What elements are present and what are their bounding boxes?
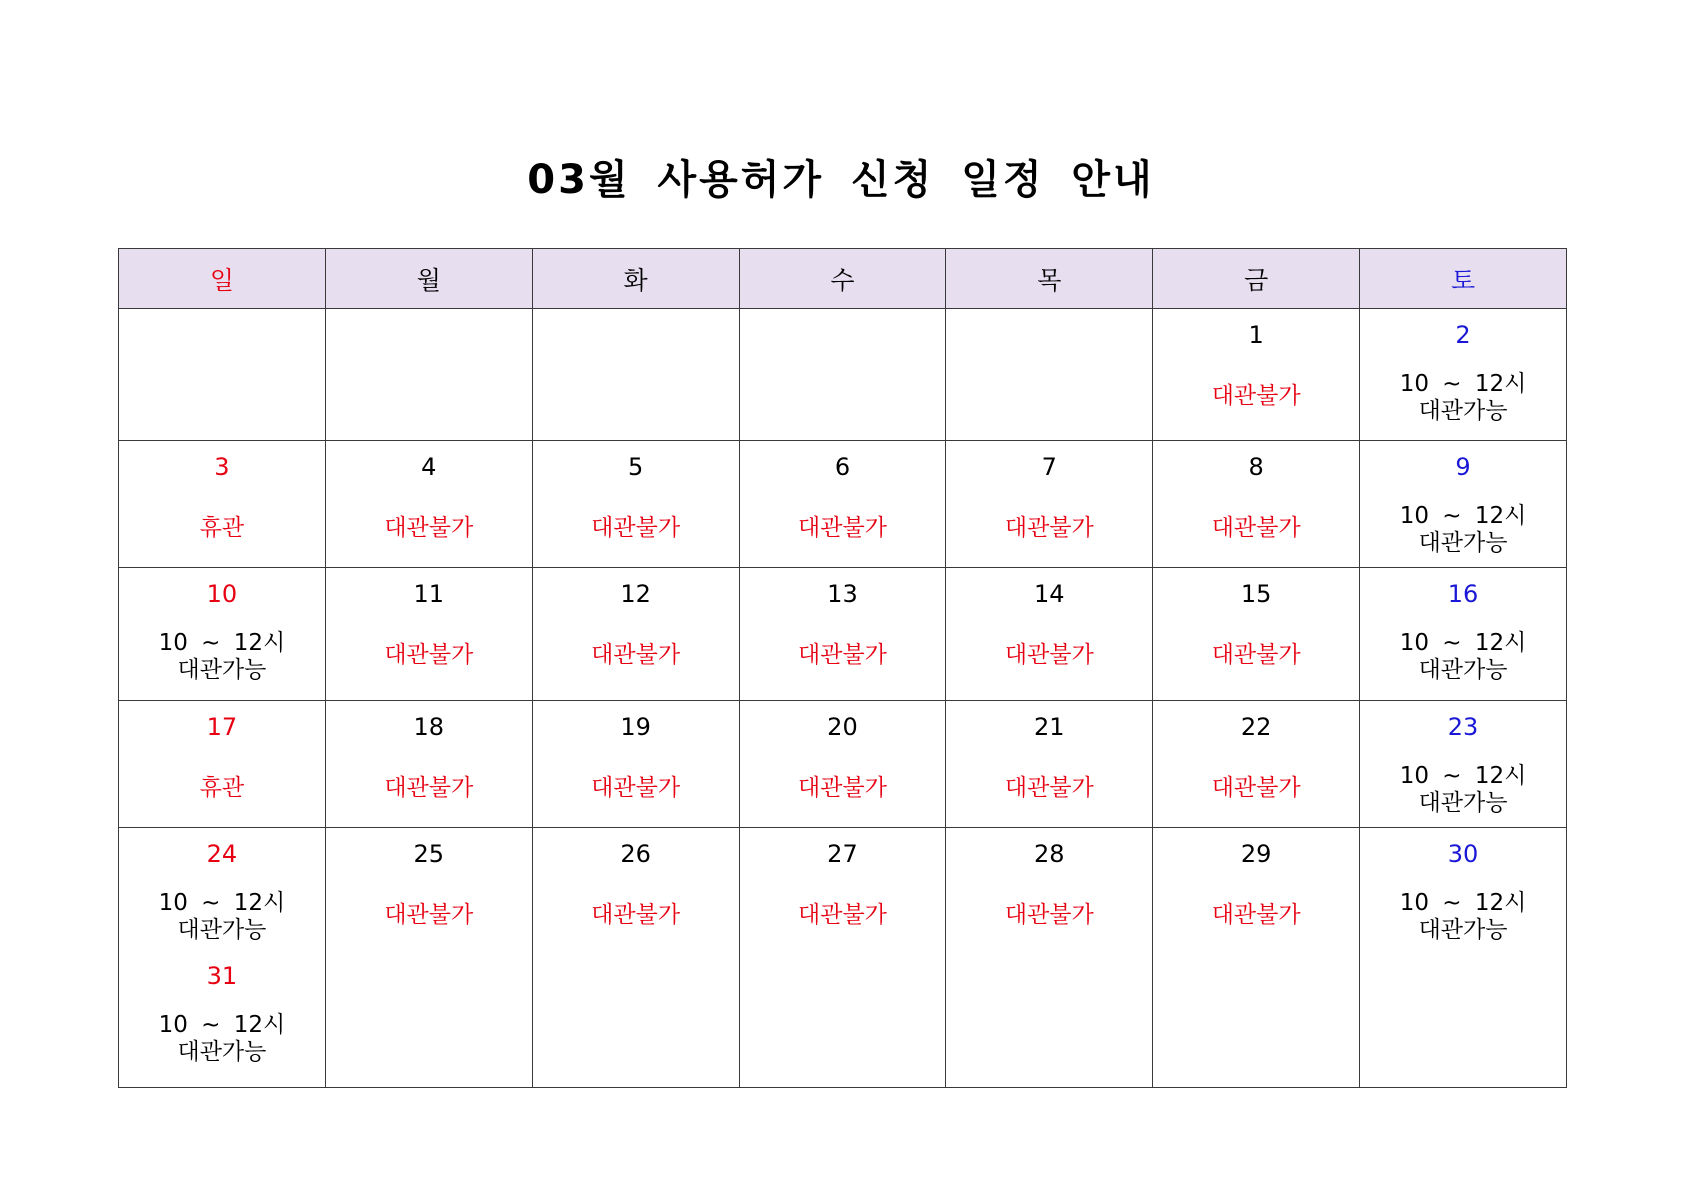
day-number: 22 — [1240, 713, 1272, 741]
status-closed: 휴관 — [199, 775, 245, 801]
available-time: 10 ~ 12시 — [1399, 371, 1527, 397]
day-number: 18 — [413, 713, 445, 741]
day-number: 21 — [1034, 713, 1065, 741]
status-closed: 휴관 — [199, 515, 245, 541]
day-cell-30[interactable] — [1360, 828, 1567, 1088]
status-unavailable: 대관불가 — [1211, 515, 1301, 541]
available-label: 대관가능 — [177, 917, 267, 943]
status-available — [119, 890, 325, 944]
status-unavailable: 대관불가 — [1004, 775, 1094, 801]
status-unavailable: 대관불가 — [1004, 902, 1094, 928]
day-number: 6 — [834, 453, 851, 481]
day-number: 28 — [1034, 840, 1065, 868]
day-cell-15[interactable] — [1153, 568, 1360, 701]
day-cell-22[interactable] — [1153, 701, 1360, 828]
day-cell-2[interactable] — [1360, 309, 1567, 441]
week-row-3 — [119, 568, 1567, 701]
available-label: 대관가능 — [1418, 917, 1508, 943]
status-unavailable: 대관불가 — [591, 902, 681, 928]
day-cell-26[interactable] — [532, 828, 739, 1088]
day-cell-17[interactable] — [119, 701, 326, 828]
day-cell-4[interactable] — [325, 441, 532, 568]
day-number: 31 — [206, 962, 238, 990]
day-cell-7[interactable] — [946, 441, 1153, 568]
day-number: 30 — [1447, 840, 1479, 868]
status-available — [1360, 503, 1566, 557]
day-cell-10[interactable] — [119, 568, 326, 701]
status-unavailable: 대관불가 — [798, 775, 887, 801]
status-unavailable: 대관불가 — [591, 515, 681, 541]
weekday-sat: 토 — [1360, 249, 1567, 309]
day-cell-9[interactable] — [1360, 441, 1567, 568]
calendar-table — [118, 248, 1567, 1088]
available-time: 10 ~ 12시 — [158, 630, 286, 656]
day-cell-20[interactable] — [739, 701, 946, 828]
day-number: 26 — [620, 840, 651, 868]
day-cell-19[interactable] — [532, 701, 739, 828]
day-cell-21[interactable] — [946, 701, 1153, 828]
status-unavailable: 대관불가 — [1211, 902, 1301, 928]
day-number: 10 — [206, 580, 238, 608]
available-time: 10 ~ 12시 — [1399, 763, 1527, 789]
available-label: 대관가능 — [1418, 657, 1508, 683]
week-row-2 — [119, 441, 1567, 568]
day-number: 20 — [827, 713, 858, 741]
day-cell-18[interactable] — [325, 701, 532, 828]
day-cell-11[interactable] — [325, 568, 532, 701]
weekday-fri: 금 — [1153, 249, 1360, 309]
status-unavailable: 대관불가 — [798, 902, 887, 928]
day-number: 5 — [627, 453, 644, 481]
day-cell-13[interactable] — [739, 568, 946, 701]
day-number: 8 — [1248, 453, 1264, 481]
day-cell-1[interactable] — [1153, 309, 1360, 441]
page-title: 03월 사용허가 신청 일정 안내 — [527, 157, 1155, 203]
day-number: 27 — [827, 840, 858, 868]
day-number: 13 — [827, 580, 858, 608]
day-cell-29[interactable] — [1153, 828, 1360, 1088]
available-time: 10 ~ 12시 — [158, 1012, 286, 1038]
status-available — [119, 1012, 325, 1066]
status-unavailable: 대관불가 — [798, 642, 887, 668]
day-number: 3 — [214, 453, 230, 481]
day-cell-6[interactable] — [739, 441, 946, 568]
status-unavailable: 대관불가 — [384, 642, 474, 668]
day-cell-28[interactable] — [946, 828, 1153, 1088]
available-time: 10 ~ 12시 — [1399, 630, 1527, 656]
day-number: 7 — [1041, 453, 1057, 481]
day-number: 19 — [620, 713, 651, 741]
day-cell-8[interactable] — [1153, 441, 1360, 568]
available-time: 10 ~ 12시 — [1399, 503, 1527, 529]
status-available — [1360, 890, 1566, 944]
available-time: 10 ~ 12시 — [1399, 890, 1527, 916]
status-available — [119, 630, 325, 684]
day-number: 29 — [1240, 840, 1272, 868]
status-unavailable: 대관불가 — [591, 642, 681, 668]
day-number: 2 — [1455, 321, 1471, 349]
day-number: 25 — [413, 840, 445, 868]
day-number: 12 — [620, 580, 651, 608]
weekday-tue: 화 — [532, 249, 739, 309]
day-cell-14[interactable] — [946, 568, 1153, 701]
week-row-5 — [119, 828, 1567, 1088]
available-label: 대관가능 — [1418, 398, 1508, 424]
week-row-1 — [119, 309, 1567, 441]
weekday-sun: 일 — [119, 249, 326, 309]
day-number: 15 — [1240, 580, 1272, 608]
status-available — [1360, 371, 1566, 425]
available-label: 대관가능 — [177, 1039, 267, 1065]
status-unavailable: 대관불가 — [1211, 775, 1301, 801]
day-number: 9 — [1455, 453, 1471, 481]
day-cell-16[interactable] — [1360, 568, 1567, 701]
day-number: 24 — [206, 840, 238, 868]
weekday-wed: 수 — [739, 249, 946, 309]
day-cell-empty — [946, 309, 1153, 441]
status-available — [1360, 763, 1566, 817]
available-label: 대관가능 — [1418, 790, 1508, 816]
status-available — [1360, 630, 1566, 684]
day-cell-empty — [739, 309, 946, 441]
status-unavailable: 대관불가 — [1211, 642, 1301, 668]
day-number: 17 — [206, 713, 238, 741]
day-cell-empty — [119, 309, 326, 441]
status-unavailable: 대관불가 — [384, 515, 474, 541]
available-label: 대관가능 — [177, 657, 267, 683]
status-unavailable: 대관불가 — [591, 775, 681, 801]
status-unavailable: 대관불가 — [384, 902, 474, 928]
status-unavailable: 대관불가 — [798, 515, 887, 541]
available-time: 10 ~ 12시 — [158, 890, 286, 916]
day-number: 4 — [421, 453, 437, 481]
day-number: 1 — [1248, 321, 1264, 349]
day-cell-25[interactable] — [325, 828, 532, 1088]
day-number: 16 — [1447, 580, 1479, 608]
weekday-header-row — [119, 249, 1567, 309]
day-cell-5[interactable] — [532, 441, 739, 568]
day-cell-27[interactable] — [739, 828, 946, 1088]
status-unavailable: 대관불가 — [1004, 642, 1094, 668]
day-cell-3[interactable] — [119, 441, 326, 568]
day-number: 23 — [1447, 713, 1479, 741]
weekday-mon: 월 — [325, 249, 532, 309]
day-cell-23[interactable] — [1360, 701, 1567, 828]
day-cell-24-31[interactable] — [119, 828, 326, 1088]
status-unavailable: 대관불가 — [1004, 515, 1094, 541]
day-cell-12[interactable] — [532, 568, 739, 701]
day-number: 14 — [1034, 580, 1065, 608]
day-cell-empty — [325, 309, 532, 441]
weekday-thu: 목 — [946, 249, 1153, 309]
status-unavailable: 대관불가 — [1211, 383, 1301, 409]
day-cell-empty — [532, 309, 739, 441]
status-unavailable: 대관불가 — [384, 775, 474, 801]
day-number: 11 — [413, 580, 445, 608]
available-label: 대관가능 — [1418, 530, 1508, 556]
week-row-4 — [119, 701, 1567, 828]
